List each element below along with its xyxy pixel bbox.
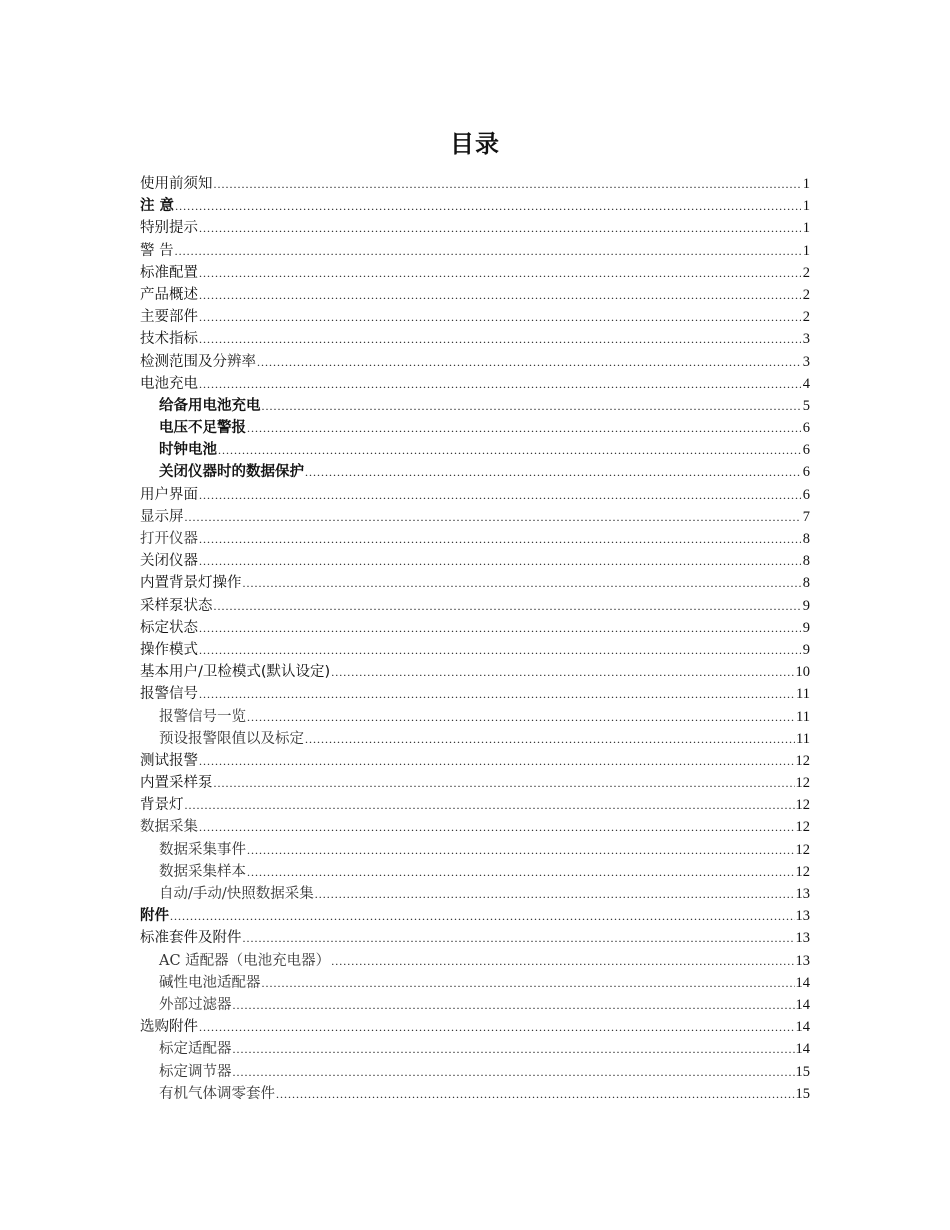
toc-entry-page-number: 14 xyxy=(795,974,810,991)
dot-leader xyxy=(305,728,795,750)
toc-title: 目录 xyxy=(450,130,500,159)
toc-entry-page-number: 13 xyxy=(795,908,810,925)
toc-entry-page-number: 2 xyxy=(802,264,810,281)
toc-entry-page-number: 2 xyxy=(802,309,810,326)
toc-entry-page-number: 6 xyxy=(802,464,810,481)
toc-entry-label: 有机气体调零套件 xyxy=(159,1085,275,1102)
toc-entry-label: 关闭仪器时的数据保护 xyxy=(159,464,304,481)
toc-entry-label: 技术指标 xyxy=(140,331,198,348)
toc-entry-page-number: 15 xyxy=(795,1063,810,1080)
toc-entry[interactable] xyxy=(140,395,810,417)
dot-leader xyxy=(175,195,801,217)
toc-entry-label: 碱性电池适配器 xyxy=(159,974,261,991)
dot-leader xyxy=(199,683,795,705)
toc-entry[interactable] xyxy=(140,950,810,972)
dot-leader xyxy=(199,639,801,661)
dot-leader xyxy=(247,417,801,439)
toc-entry-label: 报警信号一览 xyxy=(159,708,246,725)
toc-entry-label: 用户界面 xyxy=(140,486,198,503)
toc-entry-page-number: 14 xyxy=(795,1041,810,1058)
toc-entry-label: 注 意 xyxy=(140,198,175,215)
toc-entry-page-number: 3 xyxy=(802,331,810,348)
toc-entry[interactable] xyxy=(140,728,810,750)
toc-entry-page-number: 11 xyxy=(796,730,810,747)
toc-entry-label: 标准配置 xyxy=(140,264,198,281)
toc-entry[interactable] xyxy=(140,240,810,262)
toc-entry[interactable] xyxy=(140,572,810,594)
toc-entry-label: 打开仪器 xyxy=(140,531,198,547)
toc-entry-page-number: 12 xyxy=(795,752,810,769)
toc-entry-label: 预设报警限值以及标定 xyxy=(159,730,304,747)
toc-entry[interactable] xyxy=(140,173,810,195)
dot-leader xyxy=(199,306,801,328)
toc-entry[interactable] xyxy=(140,750,810,772)
dot-leader xyxy=(199,528,801,550)
toc-entry-label: 数据采集 xyxy=(140,819,198,836)
dot-leader xyxy=(199,484,801,506)
toc-entry-label: AC 适配器（电池充电器） xyxy=(159,952,331,969)
toc-entry[interactable] xyxy=(140,217,810,239)
toc-entry-label: 产品概述 xyxy=(140,286,198,303)
dot-leader xyxy=(276,1083,795,1105)
toc-entry[interactable] xyxy=(140,683,810,705)
toc-entry[interactable] xyxy=(140,661,810,683)
dot-leader xyxy=(331,950,794,972)
toc-entry[interactable] xyxy=(140,772,810,794)
dot-leader xyxy=(214,772,795,794)
toc-entry-page-number: 12 xyxy=(795,841,810,858)
toc-entry-page-number: 9 xyxy=(802,619,810,636)
toc-entry-label: 标定适配器 xyxy=(159,1041,232,1058)
toc-entry-label: 基本用户/卫检模式(默认设定) xyxy=(140,664,331,681)
toc-entry-page-number: 1 xyxy=(802,220,810,237)
dot-leader xyxy=(218,439,801,461)
dot-leader xyxy=(331,661,794,683)
toc-entry-label: 测试报警 xyxy=(140,752,198,769)
toc-entry-page-number: 6 xyxy=(802,442,810,459)
toc-entry-label: 标准套件及附件 xyxy=(140,930,242,947)
toc-entry[interactable] xyxy=(140,706,810,728)
toc-entry-label: 时钟电池 xyxy=(159,442,217,459)
toc-entry-label: 关闭仪器 xyxy=(140,553,198,570)
table-of-contents xyxy=(140,173,810,1105)
toc-entry-page-number: 13 xyxy=(795,930,810,947)
dot-leader xyxy=(315,883,795,905)
dot-leader xyxy=(199,1016,795,1038)
toc-entry-page-number: 12 xyxy=(795,797,810,814)
toc-entry-label: 使用前须知 xyxy=(140,176,213,192)
toc-entry[interactable] xyxy=(140,1061,810,1083)
dot-leader xyxy=(233,1061,795,1083)
toc-entry-label: 自动/手动/快照数据采集 xyxy=(159,886,314,902)
dot-leader xyxy=(199,816,795,838)
toc-entry-page-number: 3 xyxy=(802,353,810,370)
toc-entry-label: 电池充电 xyxy=(140,375,198,392)
toc-entry-label: 特别提示 xyxy=(140,220,198,237)
toc-entry[interactable] xyxy=(140,484,810,506)
dot-leader xyxy=(185,506,802,528)
toc-entry-page-number: 12 xyxy=(795,819,810,836)
dot-leader xyxy=(233,994,795,1016)
toc-entry[interactable] xyxy=(140,373,810,395)
toc-entry[interactable] xyxy=(140,595,810,617)
toc-entry-label: 检测范围及分辨率 xyxy=(140,353,256,370)
toc-entry-label: 外部过滤器 xyxy=(159,996,232,1013)
toc-entry-page-number: 9 xyxy=(802,641,810,658)
toc-entry[interactable] xyxy=(140,461,810,483)
toc-entry-page-number: 1 xyxy=(802,242,810,259)
toc-entry-page-number: 8 xyxy=(802,575,810,592)
toc-entry-page-number: 8 xyxy=(802,531,810,547)
toc-entry-label: 数据采集事件 xyxy=(159,841,246,858)
toc-entry[interactable] xyxy=(140,883,810,905)
toc-entry[interactable] xyxy=(140,506,810,528)
dot-leader xyxy=(175,240,801,262)
toc-entry-page-number: 10 xyxy=(795,664,810,681)
toc-entry[interactable] xyxy=(140,905,810,927)
dot-leader xyxy=(214,595,802,617)
toc-entry[interactable] xyxy=(140,1016,810,1038)
dot-leader xyxy=(199,373,801,395)
toc-entry-page-number: 14 xyxy=(795,1019,810,1036)
dot-leader xyxy=(247,706,795,728)
toc-entry-page-number: 1 xyxy=(802,176,810,192)
toc-entry[interactable] xyxy=(140,528,810,550)
toc-entry-page-number: 4 xyxy=(802,375,810,392)
dot-leader xyxy=(305,461,801,483)
toc-entry-label: 标定调节器 xyxy=(159,1063,232,1080)
toc-entry-page-number: 8 xyxy=(802,553,810,570)
dot-leader xyxy=(233,1038,795,1060)
toc-entry-label: 背景灯 xyxy=(140,797,184,814)
toc-entry[interactable] xyxy=(140,1038,810,1060)
toc-entry[interactable] xyxy=(140,550,810,572)
toc-entry-label: 内置背景灯操作 xyxy=(140,575,242,592)
toc-entry-page-number: 14 xyxy=(795,996,810,1013)
toc-entry[interactable] xyxy=(140,839,810,861)
dot-leader xyxy=(243,572,802,594)
dot-leader xyxy=(199,217,801,239)
dot-leader xyxy=(214,173,802,195)
toc-entry-page-number: 6 xyxy=(802,420,810,437)
toc-entry[interactable] xyxy=(140,306,810,328)
dot-leader xyxy=(199,617,801,639)
dot-leader xyxy=(262,395,802,417)
toc-entry[interactable] xyxy=(140,639,810,661)
toc-entry-label: 内置采样泵 xyxy=(140,775,213,792)
toc-entry[interactable] xyxy=(140,262,810,284)
toc-entry[interactable] xyxy=(140,927,810,949)
toc-entry-label: 附件 xyxy=(140,908,169,925)
toc-entry-label: 电压不足警报 xyxy=(159,420,246,437)
toc-entry-label: 操作模式 xyxy=(140,641,198,658)
toc-entry[interactable] xyxy=(140,439,810,461)
toc-entry-page-number: 12 xyxy=(795,775,810,792)
toc-entry[interactable] xyxy=(140,794,810,816)
toc-entry-page-number: 1 xyxy=(802,198,810,215)
toc-entry-page-number: 6 xyxy=(802,486,810,503)
toc-entry[interactable] xyxy=(140,1083,810,1105)
toc-entry[interactable] xyxy=(140,328,810,350)
toc-entry-page-number: 2 xyxy=(802,286,810,303)
toc-entry[interactable] xyxy=(140,994,810,1016)
toc-entry-label: 采样泵状态 xyxy=(140,597,213,614)
toc-entry[interactable] xyxy=(140,417,810,439)
toc-entry[interactable] xyxy=(140,284,810,306)
toc-entry-page-number: 5 xyxy=(802,397,810,414)
dot-leader xyxy=(243,927,795,949)
toc-entry-page-number: 9 xyxy=(802,597,810,614)
toc-entry-page-number: 11 xyxy=(796,708,810,725)
toc-entry-label: 选购附件 xyxy=(140,1019,198,1036)
toc-entry-page-number: 13 xyxy=(795,952,810,969)
toc-entry-label: 给备用电池充电 xyxy=(159,397,261,414)
toc-entry[interactable] xyxy=(140,816,810,838)
dot-leader xyxy=(199,750,795,772)
toc-entry-page-number: 13 xyxy=(795,886,810,902)
dot-leader xyxy=(199,284,801,306)
toc-entry[interactable] xyxy=(140,617,810,639)
toc-entry-label: 数据采集样本 xyxy=(159,863,246,880)
toc-entry[interactable] xyxy=(140,351,810,373)
toc-entry-label: 主要部件 xyxy=(140,309,198,326)
toc-entry-page-number: 7 xyxy=(802,508,810,525)
toc-entry-label: 标定状态 xyxy=(140,619,198,636)
toc-entry[interactable] xyxy=(140,861,810,883)
toc-entry[interactable] xyxy=(140,972,810,994)
dot-leader xyxy=(247,839,795,861)
toc-entry-page-number: 12 xyxy=(795,863,810,880)
dot-leader xyxy=(199,328,801,350)
toc-entry-label: 报警信号 xyxy=(140,686,198,703)
dot-leader xyxy=(247,861,795,883)
toc-entry-label: 显示屏 xyxy=(140,508,184,525)
dot-leader xyxy=(199,262,801,284)
dot-leader xyxy=(185,794,795,816)
dot-leader xyxy=(257,351,801,373)
dot-leader xyxy=(170,905,795,927)
dot-leader xyxy=(262,972,795,994)
toc-entry[interactable] xyxy=(140,195,810,217)
toc-entry-page-number: 15 xyxy=(795,1085,810,1102)
dot-leader xyxy=(199,550,801,572)
toc-entry-page-number: 11 xyxy=(796,686,810,703)
toc-entry-label: 警 告 xyxy=(140,242,174,259)
